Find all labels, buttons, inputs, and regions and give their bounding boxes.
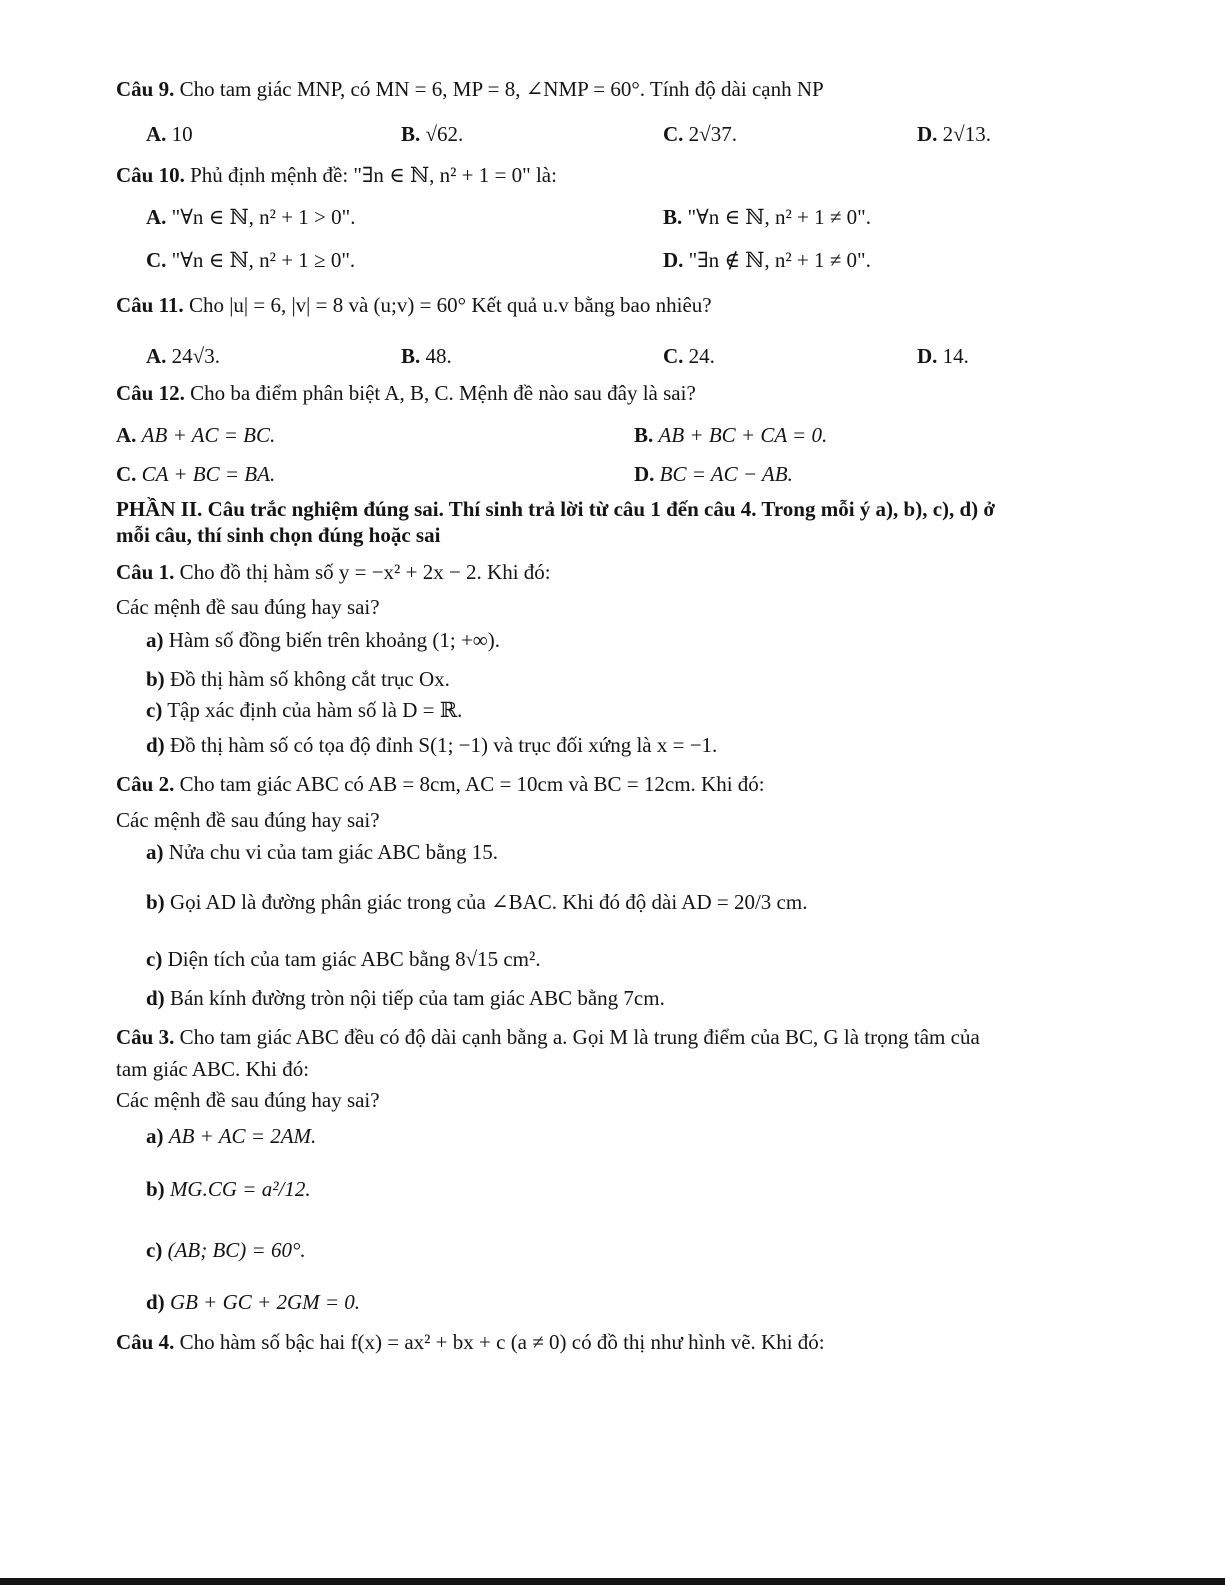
question-12 (116, 381, 696, 406)
question-9 (116, 77, 824, 102)
question-11 (116, 293, 712, 318)
q11-option-a: A. 24√3. (146, 344, 220, 368)
p2-q1-item-a: a) Hàm số đồng biến trên khoảng (1; +∞). (146, 628, 501, 652)
question-11-label: Câu 11. (116, 293, 184, 317)
part-2-heading-line-2: mỗi câu, thí sinh chọn đúng hoặc sai (116, 523, 441, 547)
p2-question-2: Câu 2. Cho tam giác ABC có AB = 8cm, AC = 10cm và BC = 12cm. Khi đó: (116, 772, 765, 796)
p2-q3-item-b: b) MG.CG = a²/12. (146, 1177, 311, 1201)
p2-q3-item-a: a) AB + AC = 2AM. (146, 1124, 317, 1148)
p2-question-4: Câu 4. Cho hàm số bậc hai f(x) = ax² + bx + c (a ≠ 0) có đồ thị như hình vẽ. Khi đó: (116, 1330, 825, 1354)
question-12-text: Cho ba điểm phân biệt A, B, C. Mệnh đề nào sau đây là sai? (190, 381, 696, 405)
q9-option-a: A. 10 (146, 122, 193, 146)
question-9-label: Câu 9. (116, 77, 175, 101)
q12-option-b: B. AB + BC + CA = 0. (634, 423, 828, 447)
q9-option-c: C. 2√37. (663, 122, 737, 146)
question-12-label: Câu 12. (116, 381, 185, 405)
page-bottom-border (0, 1578, 1225, 1585)
p2-question-3-prompt: Các mệnh đề sau đúng hay sai? (116, 1088, 380, 1112)
q10-option-a: A. "∀n ∈ ℕ, n² + 1 > 0". (146, 205, 356, 229)
q10-option-c: C. "∀n ∈ ℕ, n² + 1 ≥ 0". (146, 248, 356, 272)
q10-option-b: B. "∀n ∈ ℕ, n² + 1 ≠ 0". (663, 205, 871, 229)
question-10-label: Câu 10. (116, 163, 185, 187)
p2-q1-item-c: c) Tập xác định của hàm số là D = ℝ. (146, 698, 463, 722)
p2-q2-item-a: a) Nửa chu vi của tam giác ABC bằng 15. (146, 840, 498, 864)
p2-q2-item-b: b) Gọi AD là đường phân giác trong của ∠BAC. Khi đó độ dài AD = 20/3 cm. (146, 890, 808, 914)
p2-q1-item-b: b) Đồ thị hàm số không cắt trục Ox. (146, 667, 450, 691)
p2-q3-item-d: d) GB + GC + 2GM = 0. (146, 1290, 361, 1314)
p2-q2-item-d: d) Bán kính đường tròn nội tiếp của tam giác ABC bằng 7cm. (146, 986, 665, 1010)
p2-q2-item-c: c) Diện tích của tam giác ABC bằng 8√15 cm². (146, 947, 541, 971)
q11-option-b: B. 48. (401, 344, 452, 368)
q9-option-b: B. √62. (401, 122, 464, 146)
question-10-text: Phủ định mệnh đề: "∃n ∈ ℕ, n² + 1 = 0" là: (190, 163, 557, 187)
q12-option-c: C. CA + BC = BA. (116, 462, 276, 486)
q10-option-d: D. "∃n ∉ ℕ, n² + 1 ≠ 0". (663, 248, 871, 272)
question-10 (116, 163, 557, 188)
question-9-text: Cho tam giác MNP, có MN = 6, MP = 8, ∠NMP = 60°. Tính độ dài cạnh NP (179, 77, 824, 101)
p2-question-3-line-2: tam giác ABC. Khi đó: (116, 1057, 310, 1081)
p2-q1-item-d: d) Đồ thị hàm số có tọa độ đỉnh S(1; −1) và trục đối xứng là x = −1. (146, 733, 718, 757)
p2-q3-item-c: c) (AB; BC) = 60°. (146, 1238, 306, 1262)
p2-question-3: Câu 3. Cho tam giác ABC đều có độ dài cạnh bằng a. Gọi M là trung điểm của BC, G là trọng tâm của (116, 1025, 980, 1049)
q11-option-d: D. 14. (917, 344, 969, 368)
q11-option-c: C. 24. (663, 344, 715, 368)
q9-option-d: D. 2√13. (917, 122, 991, 146)
part-2-heading-line-1: PHẦN II. Câu trắc nghiệm đúng sai. Thí sinh trả lời từ câu 1 đến câu 4. Trong mỗi ý a), b), c), d) ở (116, 497, 996, 521)
p2-question-2-prompt: Các mệnh đề sau đúng hay sai? (116, 808, 380, 832)
p2-question-1: Câu 1. Cho đồ thị hàm số y = −x² + 2x − 2. Khi đó: (116, 560, 551, 584)
question-11-text: Cho |u| = 6, |v| = 8 và (u;v) = 60° Kết quả u.v bằng bao nhiêu? (188, 293, 712, 317)
p2-question-1-prompt: Các mệnh đề sau đúng hay sai? (116, 595, 380, 619)
q12-option-d: D. BC = AC − AB. (634, 462, 793, 486)
q12-option-a: A. AB + AC = BC. (116, 423, 276, 447)
